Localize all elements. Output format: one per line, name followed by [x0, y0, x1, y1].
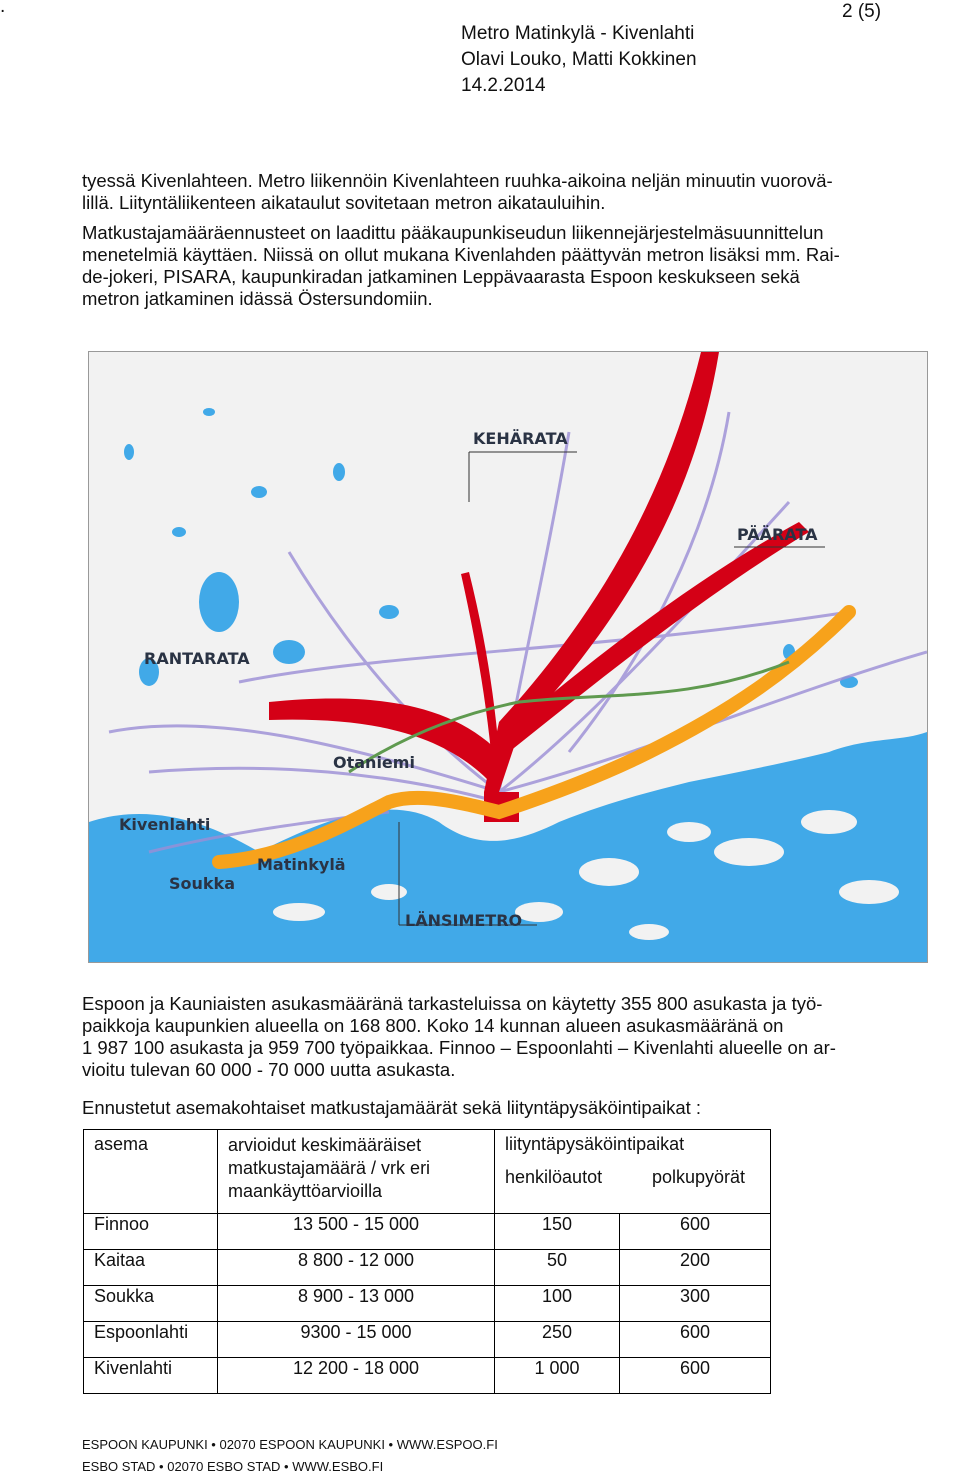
- header-bikes: polkupyörät: [651, 1167, 745, 1187]
- page-number: 2 (5): [842, 1, 882, 22]
- cell-station: Kivenlahti: [84, 1358, 218, 1394]
- map-label-soukka: Soukka: [169, 874, 235, 893]
- footer-line: ESPOON KAUPUNKI • 02070 ESPOON KAUPUNKI • WWW.ESPOO.FI: [82, 1437, 498, 1452]
- table-row: [84, 1358, 771, 1394]
- intro-line: Matkustajamääräennusteet on laadittu pääkaupunkiseudun liikennejärjestelmäsuunnittelun: [82, 222, 824, 243]
- cell-station: Finnoo: [84, 1214, 218, 1250]
- cell-station: Espoonlahti: [84, 1322, 218, 1358]
- population-paragraph: [82, 993, 836, 1081]
- cell-cars: 50: [495, 1250, 620, 1286]
- cell-bikes: 600: [620, 1322, 771, 1358]
- cell-estimate: 8 900 - 13 000: [218, 1286, 495, 1322]
- cell-cars: 100: [495, 1286, 620, 1322]
- footer: [82, 1434, 498, 1478]
- table-intro: Ennustetut asemakohtaiset matkustajamäärät sekä liityntäpysäköintipaikat :: [82, 1097, 702, 1118]
- header-estimate: arvioidut keskimääräiset matkustajamäärä / vrk eri maankäyttöarvioilla: [218, 1130, 495, 1214]
- intro-paragraph: [82, 170, 840, 310]
- map-label-kivenlahti: Kivenlahti: [119, 815, 211, 834]
- header-cars: henkilöautot: [505, 1167, 603, 1187]
- map-label-rantarata: RANTARATA: [144, 649, 250, 668]
- cell-estimate: 12 200 - 18 000: [218, 1358, 495, 1394]
- document-authors: Olavi Louko, Matti Kokkinen: [461, 49, 697, 70]
- population-line: Espoon ja Kauniaisten asukasmääränä tarkasteluissa on käytetty 355 800 asukasta ja työ-: [82, 993, 823, 1014]
- map-label-länsimetro: LÄNSIMETRO: [405, 911, 523, 930]
- cell-bikes: 300: [620, 1286, 771, 1322]
- intro-line: metron jatkaminen idässä Östersundomiin.: [82, 288, 433, 309]
- document-title: Metro Matinkylä - Kivenlahti: [461, 23, 695, 44]
- cell-cars: 250: [495, 1322, 620, 1358]
- table-header-row: [84, 1130, 771, 1214]
- rail-network-map: [88, 351, 928, 963]
- cell-estimate: 8 800 - 12 000: [218, 1250, 495, 1286]
- header-parking: liityntäpysäköintipaikat henkilöautot polkupyörät: [495, 1130, 771, 1214]
- station-forecast-table: [83, 1129, 771, 1394]
- cell-estimate: 13 500 - 15 000: [218, 1214, 495, 1250]
- population-line: paikkoja kaupunkien alueella on 168 800. Koko 14 kunnan alueen asukasmääränä on: [82, 1015, 784, 1036]
- intro-line: de-jokeri, PISARA, kaupunkiradan jatkaminen Leppävaarasta Espoon keskukseen sekä: [82, 266, 800, 287]
- corner-mark: .: [0, 0, 6, 17]
- table-row: [84, 1322, 771, 1358]
- cell-bikes: 200: [620, 1250, 771, 1286]
- cell-bikes: 600: [620, 1214, 771, 1250]
- cell-cars: 150: [495, 1214, 620, 1250]
- cell-bikes: 600: [620, 1358, 771, 1394]
- intro-line: tyessä Kivenlahteen. Metro liikennöin Kivenlahteen ruuhka-aikoina neljän minuutin vuorovä-: [82, 170, 833, 191]
- header-station: asema: [84, 1130, 218, 1214]
- document-date: 14.2.2014: [461, 75, 546, 96]
- map-label-kehärata: KEHÄRATA: [473, 429, 568, 448]
- table-row: [84, 1250, 771, 1286]
- intro-line: lillä. Liityntäliikenteen aikataulut sovitetaan metron aikatauluihin.: [82, 192, 606, 213]
- population-line: vioitu tulevan 60 000 - 70 000 uutta asukasta.: [82, 1059, 456, 1080]
- cell-station: Soukka: [84, 1286, 218, 1322]
- cell-station: Kaitaa: [84, 1250, 218, 1286]
- cell-estimate: 9300 - 15 000: [218, 1322, 495, 1358]
- population-line: 1 987 100 asukasta ja 959 700 työpaikkaa. Finnoo – Espoonlahti – Kivenlahti alueelle on ar-: [82, 1037, 836, 1058]
- map-label-matinkylä: Matinkylä: [257, 855, 346, 874]
- footer-line: ESBO STAD • 02070 ESBO STAD • WWW.ESBO.FI: [82, 1459, 384, 1474]
- table-row: [84, 1214, 771, 1250]
- table-row: [84, 1286, 771, 1322]
- map-label-päärata: PÄÄRATA: [737, 525, 818, 544]
- cell-cars: 1 000: [495, 1358, 620, 1394]
- map-label-otaniemi: Otaniemi: [333, 753, 415, 772]
- intro-line: menetelmiä käyttäen. Niissä on ollut mukana Kivenlahden päättyvän metron lisäksi mm. Rai-: [82, 244, 840, 265]
